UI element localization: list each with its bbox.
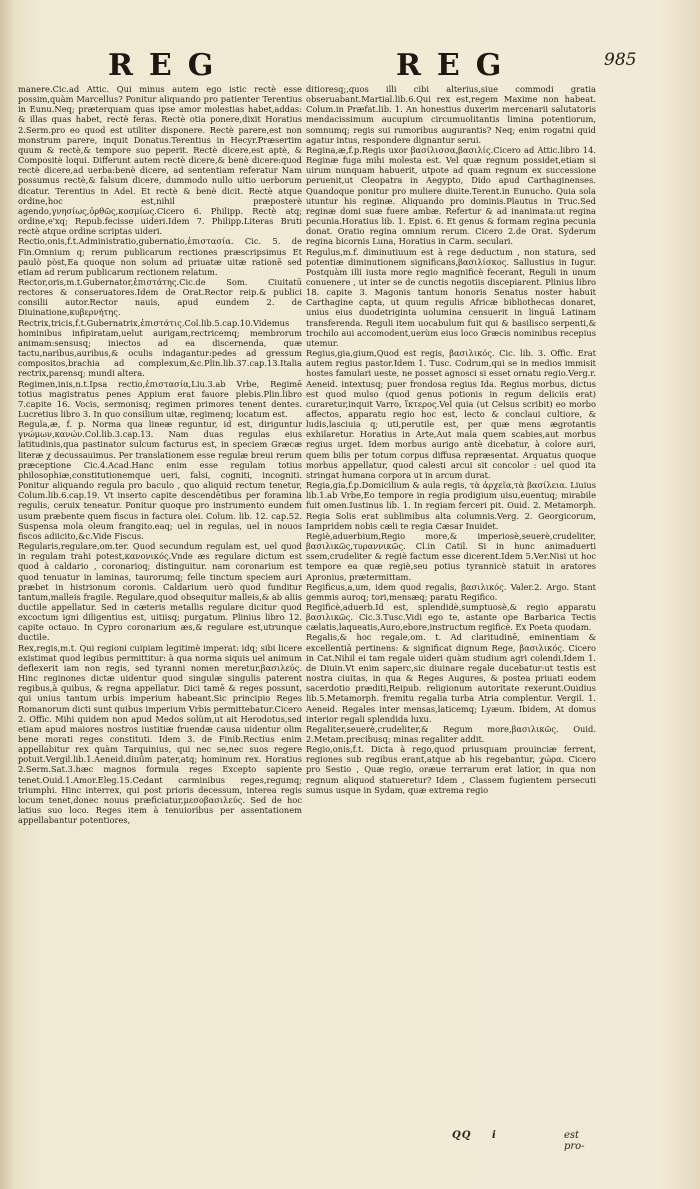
dictionary-entry: Regificè,aduerb.Id est, splendidè,sumptuosè,& regio apparatu βασιλικῶς. Cic.3.Tusc.Vidi ego te, astante ope Barbarica Tectis cælatis,laqueatis,Auro,ebore,instructum regificè. Ex Poeta quodam. xyxy=(306,601,596,633)
signature-number: i xyxy=(492,1130,497,1141)
dictionary-entry: manere.Cic.ad Attic. Qui minus autem ego istic rectè esse possim,quàm Marcellus? Ponitur aliquando pro patienter Terentius in Eunu.Neq; præterquam quas ipse amor molestias habet,addas: & illas quas habet, rectè feras. Rectè otia ponere,dixit Horatius 2.Serm.pro eo quod est utiliter disponere. Rectè parere,est non monstrum parere, inquit Donatus.Terentius in Hecyr.Præsertim quum & rectè,& tempore suo peperit. Rectè dicere,est aptè, & Compositè loqui. Differunt autem rectè dicere,& benè dicere:quod rectè dicere,ad uerba:benè dicere, ad sententiam referatur Nam possumus rectè,& falsum dicere, dummodo nullo uitio uerborum dicatur. Terentius in Adel. Et rectè & benè dicit. Rectè atque ordine,hoc est,nihil præposterè agendo,γνησίως,ὀρθῶς,κοσμίως.Cicero 6. Philipp. Rectè atq; ordine,e'xq; Repub.fecisse uideri.Idem 7. Philipp.Literas Bruti rectè atque ordine scriptas uideri. xyxy=(18,84,302,237)
dictionary-entry: Rector,oris,m.t.Gubernator,ἐπιστάτης.Cic.de Som. Ciuitatū rectores & conseruatores.Idem de Orat.Rector reip.& publici consilii autor.Rector nauis, apud eundem 2. de Diuinatione,κυβερνήτης. xyxy=(18,276,302,318)
dictionary-entry: Regalis,& hoc regale,om. t. Ad claritudinē, eminentiam & excellentiā pertinens: & significat dignum Rege, βασιλικός. Cicero in Cat.Nihil ei tam regale uideri quàm studium agri colendi.Idem 1. de Diuin.Vt enim saperc,sic diuinare regale ducebatur:ut testis est nostra ciuitas, in qua & Reges Augures, & postea priuati eodem sacerdotio præditi,Reipub. religionum autoritate rexerunt.Ouidius lib.5.Metamorph. fremitu regalia turba Atria complentur. Vergil. 1. Aeneid. Regales inter mensas,laticemq; Lyæum. Ibidem, At domus interior regali splendida luxu. xyxy=(306,632,596,724)
dictionary-entry: Rectrix,tricis,f.t.Gubernatrix,ἐπιστάτις.Col.lib.5.cap.10.Videmus hominibus infipiratam,uelut aurigam,rectricemq; membrorum animam:sensusq; iniectos ad ea discernenda, quæ tactu,naribus,auribus,& oculis indagantur:pedes ad gressum compositos,brachia ad complexum,&c.Plin.lib.37.cap.13.Italia rectrix,parensq; mundi altera. xyxy=(18,317,302,379)
gutter-shadow xyxy=(0,0,14,1189)
left-column xyxy=(18,84,302,1134)
dictionary-entry: Regularis,regulare,om.ter. Quod secundum regulam est, uel quod in regulam trahi potest,κανονικός.Vnde æs regulare dictum est quod à caldario , coronarioq; distinguitur. nam coronarium est quod tenuatur in laminas, taurorumq; felle tinctum speciem auri præbet in histrionum coronis. Caldarium uerò quod funditur tantum,malleis fragile. Regulare,quod obsequitur malleis,& ab aliis ductile appellatur. Sed in cæteris metallis regulare dicitur quod excoctum igni diligentius est, uitiisq; purgatum. Plinius libro 12. capite octauo. In Cypro coronarium æs,& regulare est,utrunque ductile. xyxy=(18,541,302,643)
running-head-left: REG xyxy=(108,48,230,83)
signature-mark: QQ xyxy=(452,1130,472,1141)
dictionary-entry: Regaliter,seuerè,crudeliter,& Regum more,βασιλικῶς. Ouid. 2.Metam.precibusq; minas regaliter addit. xyxy=(306,723,596,744)
dictionary-entry: ditioresq;,quos illi cibi alterius,siue commodi gratia obseruabant.Martial.lib.6.Qui rex est,regem Maxime non habeat. Colum.in Præfat.lib. 1. An honestius duxerim mercenarii salutatoris mendacissimum aucupium circumuolitantis limina potentiorum, somnumq; regis sui rumoribus augurantis? Neq; enim rogatni quid agatur intus, respondere dignantur serui. xyxy=(306,84,596,145)
running-head-right: REG xyxy=(396,48,518,83)
dictionary-entry: Rectio,onis,f.t.Administratio,gubernatio,ἐπιστασία. Cic. 5. de Fin.Omnium q; rerum publicarum rectiones præscripsimus Et paulò pòst,Ea quoque non solum ad priuatæ uitæ rationē sed etiam ad rerum publicarum rectionem relatum. xyxy=(18,236,302,277)
dictionary-entry: Rex,regis,m.t. Qui regioni cuipiam legitimè imperat: idq; sibi licere existimat quod legibus permittitur: à qua norma siquis uel animum deflexerit iam non regis, sed tyranni nomen meretur,βασιλεύς. Hinc reginones dictæ uidentur quod singulæ singulis paterent regibus,à quibus, & regna appellatur. Dici tamē & reges possunt, qui unius tantum urbis imperium habeant.Sic principio Reges Romanorum dicti sunt quibus imperium Vrbis permittebatur.Cicero 2. Offic. Mihi quidem non apud Medos solùm,ut ait Herodotus,sed etiam apud maiores nostros iustitiæ fruendæ causa uidentur olim bene morati reges constituti. Idem 3. de Finib.Rectius enim appellabitur rex quàm Tarquinius, qui nec se,nec suos regere potuit.Vergil.lib.1.Aeneid.diuûm pater,atq; hominum rex. Horatius 2.Serm.Sat.3.hæc magnos formula reges Excepto sapiente tenet.Ouid.1.Amor.Eleg.15.Cedant carminibus reges,regumq; triumphi. Hinc interrex, qui post prioris decessum, interea regis locum tenet,donec nouus præficiatur,μεσοβασιλεύς. Sed de hoc latius suo loco. Reges item à tenuioribus per assentationem appellabantur potentiores, xyxy=(18,642,302,826)
dictionary-entry: Regiè,aduerbium,Regio more,& imperiosè,seuerè,crudeliter, βασιλικῶς,τυραννικῶς. Cl.in Catil. Si in hunc animaduerti ssem,crudeliter & regiè factum esse dicerent.Idem 5.Ver.Nisi ut hoc tempore ea quæ regiè,seu potius tyrannicè statuit in aratores Apronius, prætermittam. xyxy=(306,530,596,582)
dictionary-entry: Regio,onis,f.t. Dicta à rego,quod priusquam prouinciæ ferrent, regiones sub regibus erant,atque ab his regebantur, χώρα. Cicero pro Sestio , Quæ regio, oræue terrarum erat latior, in qua non regnum aliquod statueretur? Idem , Classem fugientem persecuti sumus usque in Sydam, quæ extrema regio xyxy=(306,744,596,795)
dictionary-entry: Regimen,inis,n.t.Ipsa rectio,ἐπιστασία,Liu.3.ab Vrbe, Regimē totius magistratus penes Appium erat fauore plebis.Plin.libro 7.capite 16. Vocis, sermonisq; regimen primores tenent dentes. Lucretius libro 3. In quo consilium uitæ, regimenq; locatum est. xyxy=(18,378,302,419)
page-number: 985 xyxy=(604,50,637,70)
catchword: est pro- xyxy=(564,1130,585,1152)
dictionary-entry: Regulus,m.f. diminutiuum est à rege deductum , non statura, sed potentiæ diminutionem significans,βασιλίσκος. Sallustius in Iugur. Postquàm illi iusta more regio magnificè fecerant, Reguli in unum conuenere , ut inter se de cunctis negotiis discepiarent. Plinius libro 18. capite 3. Magonis tantum honoris Senatus noster habuit Carthagine capta, ut quum regulis Africæ bibliothecas donaret, unius eius duodetriginta uolumina censuerit in linguā Latinam transferenda. Reguli item uocabulum fuit qui & basilisco serpenti,& trochilo aui accomodent,uerùm eius loco Græcis nominibus recepius utemur. xyxy=(306,246,596,348)
right-column xyxy=(306,84,596,1134)
dictionary-entry: Regina,æ,f.p.Regis uxor βασίλισσα,βασιλίς.Cicero ad Attic.libro 14. Reginæ fuga mihi molesta est. Vel quæ regnum possidet,etiam si uirum nunquam habuerit, utpote ad quam regnum ex successione peruenit,ut Cleopatra in Aegypto, Dido apud Carthaginenses. Quandoque ponitur pro muliere diuite.Terent.in Eunucho. Quia sola utuntur his reginæ. Aliquando pro dominis.Plautus in Truc.Sed reginæ domi suæ fuere ambæ. Refertur & ad inanimata:ut regina pecunia.Horatius lib. 1. Epist. 6. Et genus & formam regina pecunia donat. Oratio regina omnium rerum. Cicero 2.de Orat. Syderum regina bicornis Luna, Horatius in Carm. seculari. xyxy=(306,144,596,247)
dictionary-entry: Regula,æ, f. p. Norma qua lineæ reguntur, id est, diriguntur γνώμων,κανών.Col.lib.3.cap.13. Nam duas regulas eius latitudinis,qua pastinator sulcum facturus est, in speciem Græcæ literæ χ decussauimus. Per translationem esse regulæ breui rerum præceptione Cic.4.Acad.Hanc enim esse regulam totius philosophiæ,constitutionemque ueri, falsi, cogniti, incogniti. Ponitur aliquando regula pro baculo , quo aliquid rectum tenetur, Colum.lib.6.cap.19. Vt inserto capite descendētibus per foramina regulis, ceruix teneatur. Ponitur quoque pro instrumento eundem usum præbente quem fiscus in factura olei. Colum. lib. 12. cap.52. Suspensa mola oleum frangito.eaq; uel in regulas, uel in nouos fiscos adiicito,&c.Vide Fiscus. xyxy=(18,419,302,541)
dictionary-entry: Regia,gia,f.p.Domicilium & aula regis, τὰ ἀρχεῖα,τὰ βασίλεια. Liuius lib.1.ab Vrbe,Eo tempore in regia prodigium uisu,euentuq; mirabile fuit omen.Iustinus lib. 1. In regiam ferceri pit. Ouid. 2. Metamorph. Regia Solis erat sublimibus alta columnis.Verg. 2. Georgicorum, Iampridem nobis cæli te regia Cæsar Inuidet. xyxy=(306,480,596,531)
page-header xyxy=(0,48,700,88)
dictionary-entry: Regius,gia,gium,Quod est regis, βασιλικός. Cic. lib. 3. Offic. Erat autem regius pastor.Idem 1. Tusc. Codrum,qui se in medios immisit hostes famulari ueste, ne posset agnosci si esset ornatu regio.Verg.r. Aeneid. intextusq; puer frondosa regius Ida. Regius morbus, dictus est quod mulso (quod genus potionis in regum deliciis erat) curaretur,inquit Varro, ἴκτερος.Vel quia (ut Celsus scribit) eo morbo affectos, apparatu regio hoc est, lecto & conclaui cultiore, & ludis,lasciuia q; uti,perutile est, per quæ mens ægrotantis exhilaretur. Horatius in Arte,Aut mala quem scabies,aut morbus regius urget. Idem morbus aurigo antè dicebatur, à colore auri, quem bilis per totum corpus diffusa repræsentat. Arquatus quoque morbus appellatur, quod calesti arcui sit concolor : uel quod ita stringat humana corpora ut in arcum durat. xyxy=(306,348,596,480)
dictionary-entry: Regificus,a,um, idem quod regalis, βασιλικός. Valer.2. Argo. Stant gemmis auroq; tori,mensæq; paratu Regifico. xyxy=(306,581,596,602)
